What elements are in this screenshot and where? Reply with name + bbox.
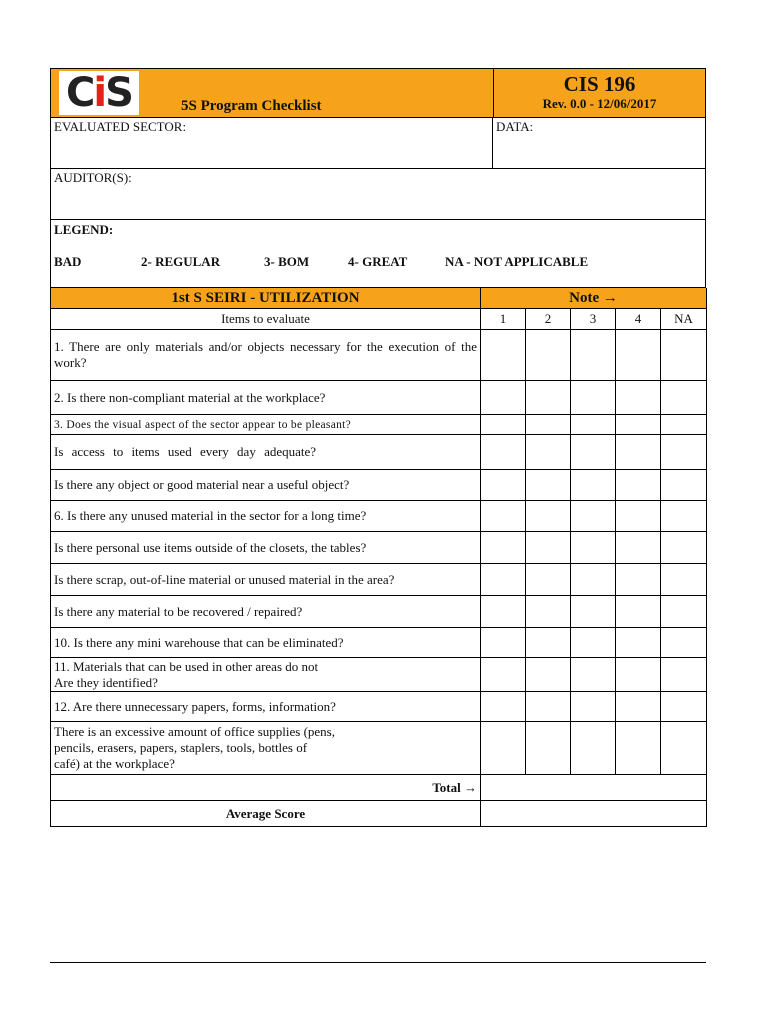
legend-item-great: 4- GREAT bbox=[348, 254, 408, 269]
score-cell[interactable] bbox=[526, 415, 571, 435]
score-cell[interactable] bbox=[481, 415, 526, 435]
header-bar bbox=[50, 68, 706, 118]
score-cell[interactable] bbox=[661, 722, 707, 775]
score-cell[interactable] bbox=[661, 415, 707, 435]
score-cell[interactable] bbox=[481, 470, 526, 501]
score-cell[interactable] bbox=[526, 564, 571, 596]
question-text: Is there any object or good material near a useful object? bbox=[51, 470, 481, 501]
items-header: Items to evaluate bbox=[51, 309, 481, 330]
data-field[interactable] bbox=[493, 118, 705, 168]
score-col-3: 3 bbox=[571, 309, 616, 330]
score-cell[interactable] bbox=[616, 564, 661, 596]
score-cell[interactable] bbox=[616, 381, 661, 415]
score-cell[interactable] bbox=[661, 381, 707, 415]
score-cell[interactable] bbox=[481, 381, 526, 415]
data-label: DATA: bbox=[496, 119, 534, 134]
score-cell[interactable] bbox=[526, 628, 571, 658]
question-row bbox=[51, 596, 707, 628]
score-col-4: 4 bbox=[616, 309, 661, 330]
logo-text: CiS bbox=[66, 70, 132, 116]
score-cell[interactable] bbox=[571, 381, 616, 415]
score-cell[interactable] bbox=[616, 692, 661, 722]
question-row bbox=[51, 470, 707, 501]
score-cell[interactable] bbox=[481, 658, 526, 692]
score-cell[interactable] bbox=[571, 564, 616, 596]
score-cell[interactable] bbox=[661, 628, 707, 658]
score-cell[interactable] bbox=[616, 722, 661, 775]
score-cell[interactable] bbox=[571, 501, 616, 532]
score-cell[interactable] bbox=[616, 658, 661, 692]
question-text: Is there personal use items outside of the closets, the tables? bbox=[51, 532, 481, 564]
score-cell[interactable] bbox=[526, 381, 571, 415]
score-cell[interactable] bbox=[481, 628, 526, 658]
question-row bbox=[51, 501, 707, 532]
score-cell[interactable] bbox=[526, 532, 571, 564]
question-text: Is access to items used every day adequate? bbox=[51, 435, 481, 470]
question-row bbox=[51, 415, 707, 435]
question-row bbox=[51, 532, 707, 564]
evaluated-sector-label: EVALUATED SECTOR: bbox=[54, 119, 187, 134]
question-text: 11. Materials that can be used in other areas do not Are they identified? bbox=[51, 658, 481, 692]
form-code: CIS 196 bbox=[563, 72, 636, 96]
average-cell[interactable] bbox=[481, 801, 707, 827]
score-cell[interactable] bbox=[481, 564, 526, 596]
form-title: 5S Program Checklist bbox=[181, 98, 322, 114]
seiri-table bbox=[50, 288, 707, 827]
score-cell[interactable] bbox=[571, 692, 616, 722]
score-cell[interactable] bbox=[616, 435, 661, 470]
score-cell[interactable] bbox=[661, 532, 707, 564]
legend-item-bom: 3- BOM bbox=[264, 254, 310, 269]
cis-logo bbox=[59, 71, 139, 115]
score-cell[interactable] bbox=[481, 596, 526, 628]
score-col-1: 1 bbox=[481, 309, 526, 330]
question-text: 1. There are only materials and/or objects necessary for the execution of the work? bbox=[51, 330, 481, 381]
question-row bbox=[51, 628, 707, 658]
score-cell[interactable] bbox=[481, 330, 526, 381]
note-label: Note → bbox=[481, 288, 707, 309]
sector-row bbox=[50, 118, 706, 169]
score-cell[interactable] bbox=[616, 470, 661, 501]
score-cell[interactable] bbox=[616, 628, 661, 658]
question-text: 12. Are there unnecessary papers, forms, information? bbox=[51, 692, 481, 722]
checklist-sheet bbox=[50, 68, 706, 827]
question-text: 3. Does the visual aspect of the sector appear to be pleasant? bbox=[51, 415, 481, 435]
score-cell[interactable] bbox=[661, 658, 707, 692]
average-label: Average Score bbox=[51, 801, 481, 827]
question-text: 2. Is there non-compliant material at the workplace? bbox=[51, 381, 481, 415]
question-row bbox=[51, 692, 707, 722]
score-cell[interactable] bbox=[616, 532, 661, 564]
score-cell[interactable] bbox=[571, 532, 616, 564]
question-row bbox=[51, 658, 707, 692]
total-row bbox=[51, 775, 707, 801]
score-cell[interactable] bbox=[571, 435, 616, 470]
score-cell[interactable] bbox=[526, 501, 571, 532]
score-cell[interactable] bbox=[526, 658, 571, 692]
legend-title: LEGEND: bbox=[54, 222, 114, 237]
total-cell[interactable] bbox=[481, 775, 707, 801]
section-header-row bbox=[51, 288, 707, 309]
question-row bbox=[51, 381, 707, 415]
score-cell[interactable] bbox=[526, 470, 571, 501]
score-cell[interactable] bbox=[661, 501, 707, 532]
score-cell[interactable] bbox=[481, 532, 526, 564]
legend-item-na: NA - NOT APPLICABLE bbox=[445, 254, 589, 269]
score-col-2: 2 bbox=[526, 309, 571, 330]
legend-item-regular: 2- REGULAR bbox=[141, 254, 221, 269]
score-cell[interactable] bbox=[571, 330, 616, 381]
question-row bbox=[51, 330, 707, 381]
score-cell[interactable] bbox=[661, 330, 707, 381]
question-row bbox=[51, 564, 707, 596]
header-left bbox=[51, 69, 494, 117]
score-cell[interactable] bbox=[661, 435, 707, 470]
score-col-na: NA bbox=[661, 309, 707, 330]
question-text: 10. Is there any mini warehouse that can be eliminated? bbox=[51, 628, 481, 658]
question-row bbox=[51, 722, 707, 775]
header-right bbox=[494, 69, 705, 117]
score-cell[interactable] bbox=[526, 692, 571, 722]
evaluated-sector-field[interactable] bbox=[51, 118, 493, 168]
score-cell[interactable] bbox=[616, 501, 661, 532]
score-cell[interactable] bbox=[571, 596, 616, 628]
score-cell[interactable] bbox=[481, 692, 526, 722]
score-cell[interactable] bbox=[661, 596, 707, 628]
average-row bbox=[51, 801, 707, 827]
score-cell[interactable] bbox=[526, 596, 571, 628]
legend-box bbox=[50, 220, 706, 288]
question-row bbox=[51, 435, 707, 470]
score-cell[interactable] bbox=[571, 658, 616, 692]
score-cell[interactable] bbox=[661, 692, 707, 722]
question-text: 6. Is there any unused material in the sector for a long time? bbox=[51, 501, 481, 532]
score-cell[interactable] bbox=[526, 435, 571, 470]
total-label: Total → bbox=[51, 775, 481, 801]
score-cell[interactable] bbox=[616, 415, 661, 435]
score-cell[interactable] bbox=[481, 501, 526, 532]
score-cell[interactable] bbox=[616, 596, 661, 628]
footer-rule bbox=[50, 962, 706, 963]
score-cell[interactable] bbox=[661, 564, 707, 596]
score-cell[interactable] bbox=[661, 470, 707, 501]
question-text: There is an excessive amount of office supplies (pens, pencils, erasers, papers, staplers, tools, bottles of café) at the workplace? bbox=[51, 722, 481, 775]
score-cell[interactable] bbox=[481, 722, 526, 775]
form-revision: Rev. 0.0 - 12/06/2017 bbox=[542, 96, 657, 111]
legend-item-bad: BAD bbox=[54, 254, 82, 269]
score-cell[interactable] bbox=[571, 415, 616, 435]
column-header-row bbox=[51, 309, 707, 330]
auditor-label: AUDITOR(S): bbox=[54, 170, 132, 185]
question-text: Is there scrap, out-of-line material or unused material in the area? bbox=[51, 564, 481, 596]
score-cell[interactable] bbox=[571, 470, 616, 501]
score-cell[interactable] bbox=[616, 330, 661, 381]
score-cell[interactable] bbox=[481, 435, 526, 470]
section-title: 1st S SEIRI - UTILIZATION bbox=[51, 288, 481, 309]
score-cell[interactable] bbox=[526, 722, 571, 775]
score-cell[interactable] bbox=[526, 330, 571, 381]
score-cell[interactable] bbox=[571, 722, 616, 775]
auditor-field[interactable] bbox=[50, 169, 706, 220]
score-cell[interactable] bbox=[571, 628, 616, 658]
question-text: Is there any material to be recovered / repaired? bbox=[51, 596, 481, 628]
